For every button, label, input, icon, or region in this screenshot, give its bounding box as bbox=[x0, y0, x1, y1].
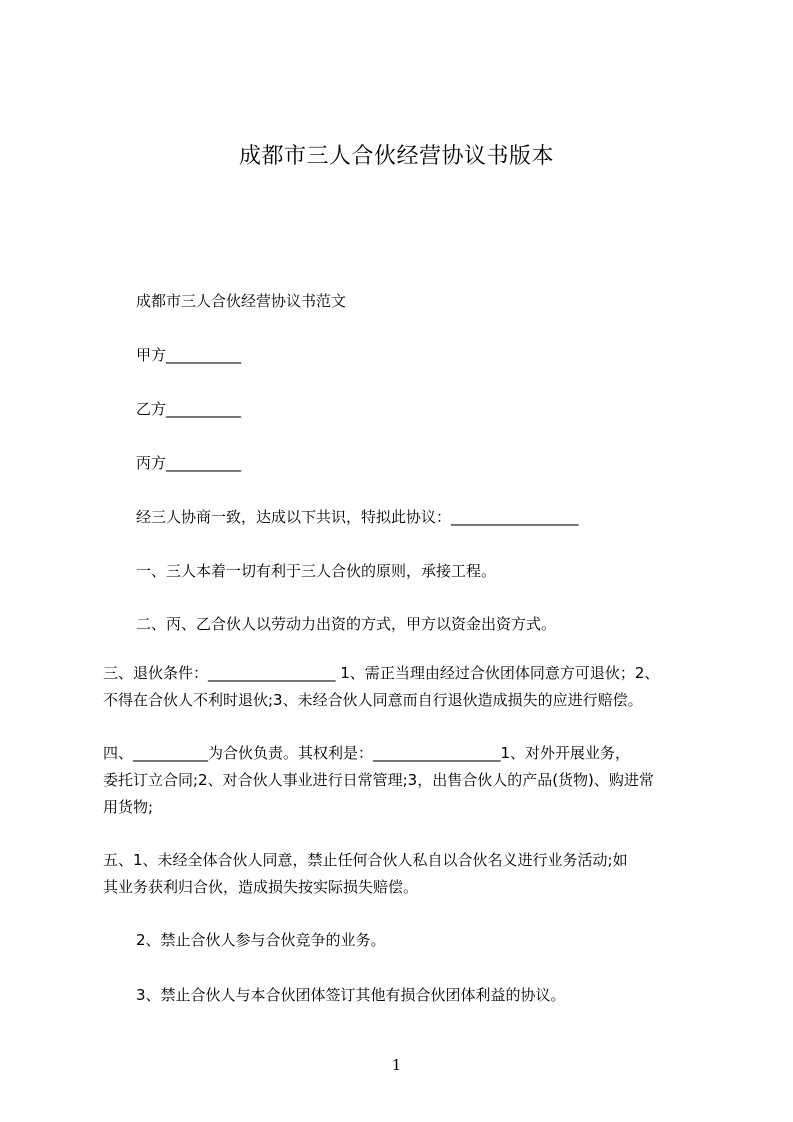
clause-2: 二、丙、乙合伙人以劳动力出资的方式，甲方以资金出资方式。 bbox=[136, 615, 557, 633]
clause-3 bbox=[103, 660, 703, 714]
clause-5-item-2: 2、禁止合伙人参与合伙竞争的业务。 bbox=[136, 931, 386, 949]
clause-5-line-2: 其业务获利归合伙，造成损失按实际损失赔偿。 bbox=[103, 878, 419, 896]
clause-1: 一、三人本着一切有利于三人合伙的原则，承接工程。 bbox=[136, 562, 497, 580]
party-c-line: 丙方__________ bbox=[136, 454, 242, 472]
clause-4 bbox=[103, 740, 703, 821]
clause-5-line-1: 五、1、未经全体合伙人同意，禁止任何合伙人私自以合伙名义进行业务活动;如 bbox=[103, 851, 628, 869]
page-number: 1 bbox=[391, 1056, 402, 1074]
party-a-line: 甲方__________ bbox=[136, 346, 242, 364]
clause-5-item-3: 3、禁止合伙人与本合伙团体签订其他有损合伙团体利益的协议。 bbox=[136, 986, 566, 1004]
subtitle-paragraph: 成都市三人合伙经营协议书范文 bbox=[136, 292, 347, 310]
clause-3-line-1: 三、退伙条件：_________________ 1、需正当理由经过合伙团体同意方可退伙；2、 bbox=[103, 664, 660, 682]
clause-4-line-3: 用货物; bbox=[103, 798, 154, 816]
clause-4-line-2: 委托订立合同;2、对合伙人事业进行日常管理;3，出售合伙人的产品(货物)、购进常 bbox=[103, 771, 654, 789]
clause-4-line-1: 四、__________为合伙负责。其权利是：_________________1、对外开展业务， bbox=[103, 744, 631, 762]
agreement-intro: 经三人协商一致，达成以下共识，特拟此协议：_________________ bbox=[136, 508, 579, 526]
clause-3-line-2: 不得在合伙人不利时退伙;3、未经合伙人同意而自行退伙造成损失的应进行赔偿。 bbox=[103, 691, 643, 709]
clause-5 bbox=[103, 847, 703, 901]
document-title: 成都市三人合伙经营协议书版本 bbox=[238, 144, 554, 169]
party-b-line: 乙方__________ bbox=[136, 400, 242, 418]
